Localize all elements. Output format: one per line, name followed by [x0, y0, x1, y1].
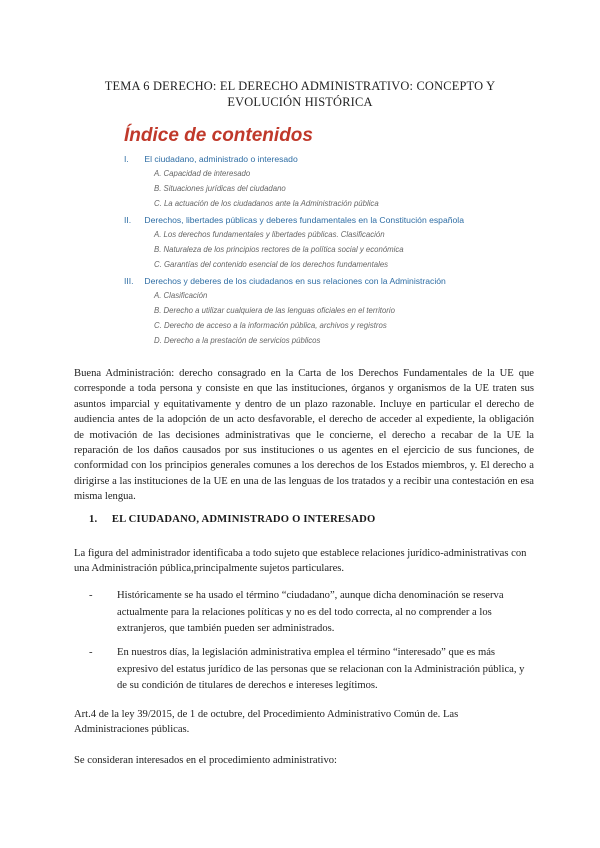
intro-paragraph: Buena Administración: derecho consagrado en la Carta de los Derechos Fundamentales de la UE que corresponde a toda persona y consiste en que las instituciones, órganos y organismos de la UE traten sus asuntos imparcial y equitativamente y dentro de un plazo razonable. Incluye en particular el derecho de audiencia antes de la adopción de un acto desfavorable, el derecho de acceder al expediente, la obligación de motivación de las decisiones administrativas que le concierne, el derecho a recabar de la UE la reparación de los daños causados por sus instituciones o us agentes en el ejercicio de sus funciones, de conformidad con los principios generales comunes a los derechos de los Estados miembros, y. El derecho a dirigirse a las instituciones de la UE en una de las lenguas de los tratados y a recibir una contestación en esa misma lengua. — [74, 368, 534, 503]
interesados-paragraph: Se consideran interesados en el procedimiento administrativo: — [74, 755, 338, 766]
title-line-2: EVOLUCIÓN HISTÓRICA — [227, 95, 373, 109]
bullet-dash: - — [89, 590, 93, 601]
toc-section-1[interactable] — [124, 152, 524, 166]
toc-section-label: El ciudadano, administrado o interesado — [144, 154, 298, 164]
bullet-item — [89, 588, 535, 638]
toc-item[interactable]: B. Situaciones jurídicas del ciudadano — [154, 184, 286, 193]
bullet-text: Históricamente se ha usado el término “ciudadano”, aunque dicha denominación se reserva actualmente para la relaciones políticas y no es del todo correcta, al no comprender a los extranjeros, que también pueden ser administrados. — [117, 590, 504, 635]
toc-heading: Índice de contenidos — [124, 125, 313, 146]
toc-item[interactable]: B. Derecho a utilizar cualquiera de las lenguas oficiales en el territorio — [154, 306, 395, 315]
bullet-dash: - — [89, 647, 93, 658]
toc-section-number: III. — [124, 276, 134, 286]
art4-paragraph: Art.4 de la ley 39/2015, de 1 de octubre, del Procedimiento Administrativo Común de. Las Administraciones públicas. — [74, 709, 459, 736]
toc-item[interactable]: C. Derecho de acceso a la información pública, archivos y registros — [154, 321, 387, 330]
toc-section-2[interactable] — [124, 213, 524, 227]
toc-item[interactable]: C. La actuación de los ciudadanos ante la Administración pública — [154, 199, 379, 208]
document-title — [60, 78, 540, 110]
toc-item[interactable]: A. Clasificación — [154, 291, 208, 300]
section-title: EL CIUDADANO, ADMINISTRADO O INTERESADO — [111, 514, 376, 525]
bullet-text: En nuestros días, la legislación administrativa emplea el término “interesado” que es más expresivo del estatus jurídico de las personas que se relacionan con la Administración pública, y de su condición de titulares de derechos e intereses legítimos. — [117, 647, 525, 692]
toc-section-3[interactable] — [124, 274, 524, 288]
bullet-item — [89, 645, 535, 695]
toc-section-label: Derechos y deberes de los ciudadanos en sus relaciones con la Administración — [144, 276, 446, 286]
title-line-1: TEMA 6 DERECHO: EL DERECHO ADMINISTRATIVO: CONCEPTO Y — [104, 79, 496, 93]
toc-item[interactable]: B. Naturaleza de los principios rectores de la política social y económica — [154, 245, 404, 254]
table-of-contents — [124, 122, 524, 348]
section-number: 1. — [89, 514, 98, 525]
toc-section-number: II. — [124, 215, 132, 225]
toc-item[interactable]: A. Los derechos fundamentales y libertades públicas. Clasificación — [154, 230, 385, 239]
toc-item[interactable]: C. Garantías del contenido esencial de los derechos fundamentales — [154, 260, 389, 269]
figura-paragraph: La figura del administrador identificaba a todo sujeto que establece relaciones jurídico-administrativas con una Administración pública,principalmente sujetos particulares. — [74, 548, 527, 575]
toc-section-number: I. — [124, 154, 129, 164]
toc-section-label: Derechos, libertades públicas y deberes fundamentales en la Constitución española — [144, 215, 464, 225]
toc-item[interactable]: A. Capacidad de interesado — [154, 169, 251, 178]
section-heading — [89, 514, 375, 525]
toc-item[interactable]: D. Derecho a la prestación de servicios públicos — [154, 336, 321, 345]
